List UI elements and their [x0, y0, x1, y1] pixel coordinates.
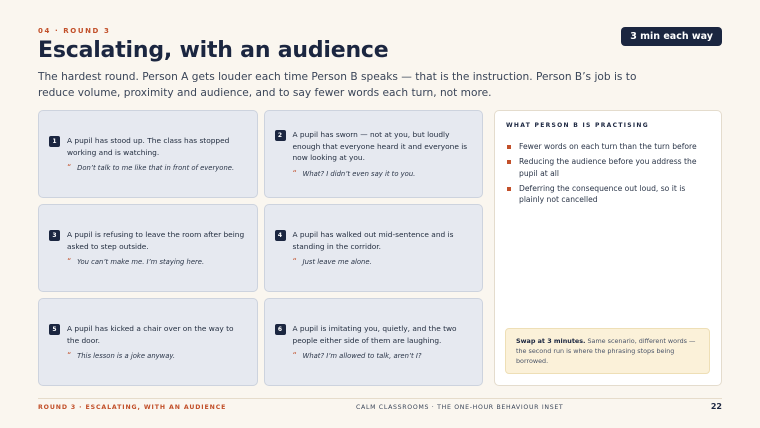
quote-mark-icon: “ — [292, 168, 297, 178]
pupil-quote: Don’t talk to me like that in front of everyone. — [77, 163, 235, 172]
scenario-number: 3 — [49, 230, 60, 241]
page-title: Escalating, with an audience — [38, 38, 389, 63]
scenario-text: A pupil is refusing to leave the room after being asked to step outside. — [67, 230, 245, 251]
quote-row — [275, 351, 473, 361]
scenario-card-1 — [38, 110, 258, 198]
scenario-text: A pupil has kicked a chair over on the way to the door. — [67, 324, 234, 345]
card-head — [49, 323, 247, 346]
list-item — [506, 141, 710, 153]
scenario-text: A pupil has walked out mid-sentence and is standing in the corridor. — [292, 230, 454, 251]
scenario-card-2 — [264, 110, 484, 198]
practice-panel — [494, 110, 722, 386]
panel-title: WHAT PERSON B IS PRACTISING — [506, 122, 649, 129]
scenario-text: A pupil has sworn — not at you, but loudly enough that everyone heard it and everyone is now looking at you. — [292, 130, 468, 163]
scenario-number: 6 — [275, 324, 286, 335]
card-head — [275, 229, 473, 252]
scenario-text: A pupil is imitating you, quietly, and the two people either side of them are laughing. — [292, 324, 457, 345]
scenario-card-3 — [38, 204, 258, 292]
quote-mark-icon: “ — [67, 162, 72, 172]
eyebrow: 04 · ROUND 3 — [38, 27, 111, 35]
pupil-quote: This lesson is a joke anyway. — [77, 351, 176, 360]
list-item-text: Deferring the consequence out loud, so it is plainly not cancelled — [519, 183, 686, 204]
practice-list — [506, 141, 710, 206]
time-badge: 3 min each way — [621, 27, 722, 46]
footer-section-label: ROUND 3 · ESCALATING, WITH AN AUDIENCE — [38, 404, 227, 411]
scenario-number: 5 — [49, 324, 60, 335]
square-bullet-icon — [507, 187, 511, 191]
quote-row — [275, 257, 473, 267]
card-head — [275, 323, 473, 346]
pupil-quote: What? I didn’t even say it to you. — [302, 169, 416, 178]
card-head — [275, 129, 473, 163]
list-item — [506, 183, 710, 206]
pupil-quote: You can’t make me. I’m staying here. — [77, 257, 205, 266]
quote-mark-icon: “ — [292, 350, 297, 360]
scenario-card-5 — [38, 298, 258, 386]
scenario-grid — [38, 110, 483, 386]
tip-text: Same scenario, different words — the second run is where the phrasing stops being borrowed. — [516, 337, 696, 365]
quote-row — [49, 163, 247, 173]
list-item — [506, 156, 710, 179]
scenario-text: A pupil has stood up. The class has stopped working and is watching. — [67, 136, 230, 157]
page-number: 22 — [710, 402, 722, 411]
quote-row — [49, 351, 247, 361]
tip-bold: Swap at 3 minutes. — [516, 337, 586, 345]
quote-row — [49, 257, 247, 267]
quote-row — [275, 169, 473, 179]
scenario-number: 1 — [49, 136, 60, 147]
quote-mark-icon: “ — [67, 350, 72, 360]
scenario-card-6 — [264, 298, 484, 386]
scenario-number: 4 — [275, 230, 286, 241]
intro-text: The hardest round. Person A gets louder each time Person B speaks — that is the instruction. Person B’s job is to reduce volume, proximity and audience, and to say fewer words each turn, not more. — [38, 71, 637, 99]
swap-tip — [505, 328, 710, 374]
pupil-quote: What? I’m allowed to talk, aren’t I? — [302, 351, 422, 360]
square-bullet-icon — [507, 160, 511, 164]
list-item-text: Fewer words on each turn than the turn before — [519, 142, 697, 151]
footer-course-title: CALM CLASSROOMS · THE ONE-HOUR BEHAVIOUR INSET — [356, 404, 564, 411]
card-head — [49, 135, 247, 158]
quote-mark-icon: “ — [292, 256, 297, 266]
list-item-text: Reducing the audience before you address the pupil at all — [519, 157, 697, 178]
card-head — [49, 229, 247, 252]
scenario-card-4 — [264, 204, 484, 292]
square-bullet-icon — [507, 145, 511, 149]
scenario-number: 2 — [275, 130, 286, 141]
footer-divider — [38, 398, 722, 399]
quote-mark-icon: “ — [67, 256, 72, 266]
pupil-quote: Just leave me alone. — [302, 257, 372, 266]
